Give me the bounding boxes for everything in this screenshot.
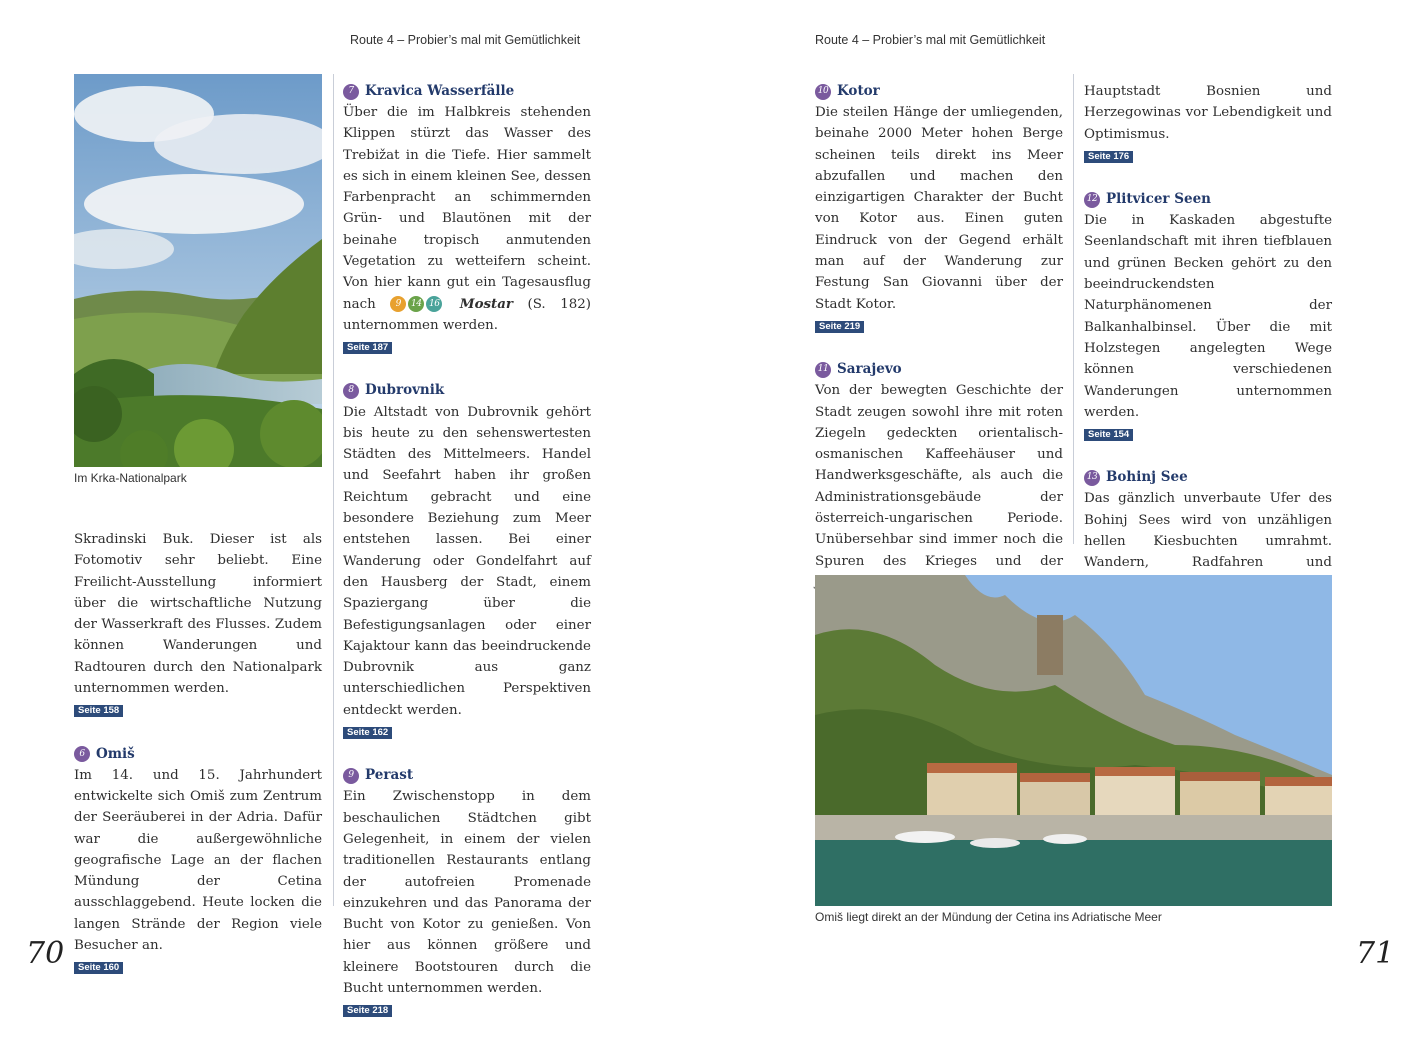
route-number-icon: 16 <box>426 296 442 312</box>
page-reference-badge[interactable]: Seite 218 <box>343 1005 392 1017</box>
route-stop-number-icon: 10 <box>815 84 831 100</box>
entry-text: Die Altstadt von Dubrovnik gehört bis heute zu den sehenswertesten Städten des Mittelmeers. Handel und Seefahrt haben ihr großen Reichtum gebracht und eine besondere Beziehung zum Meer entstehen lassen. Bei einer Wanderung oder Gondelfahrt auf den Hausberg der Stadt, einem Spaziergang über die Befestigungsanlagen oder einer Kajaktour kann das beeindruckende Dubrovnik aus ganz unterschiedlichen Perspektiven entdeckt werden. <box>343 404 591 718</box>
krka-photo <box>74 74 322 467</box>
route-stop-number-icon: 9 <box>343 768 359 784</box>
page-reference-badge[interactable]: Seite 187 <box>343 342 392 354</box>
entry-title: Dubrovnik <box>365 382 445 399</box>
column-2 <box>343 81 591 1044</box>
entry-dubrovnik <box>343 381 591 743</box>
route-stop-number-icon: 13 <box>1084 470 1100 486</box>
page-reference-badge[interactable]: Seite 158 <box>74 705 123 717</box>
entry-text: Ein Zwischenstopp in dem beschaulichen Städtchen gibt Gelegenheit, in einem der vielen traditionellen Restaurants entlang der autofreien Promenade einzukehren und das Panorama der Bucht von Kotor zu genießen. Von hier aus können größere und kleinere Bootstouren durch die Bucht unternommen werden. <box>343 789 591 996</box>
entry-text: Von der bewegten Geschichte der Stadt zeugen sowohl ihre mit roten Ziegeln gedeckten orientalisch-osmanischen Kaffeehäuser und Handwerksgeschäfte, als auch die Administrationsgebäude der österreich-ungarischen Periode. Unübersehbar sind immer noch die Spuren des Krieges und der <box>815 383 1063 569</box>
page-reference-badge[interactable]: Seite 160 <box>74 962 123 974</box>
omis-photo-caption: Omiš liegt direkt an der Mündung der Cetina ins Adriatische Meer <box>815 910 1162 924</box>
entry-kravica <box>343 81 591 358</box>
route-stop-number-icon: 7 <box>343 84 359 100</box>
page-number-right: 71 <box>1356 936 1395 971</box>
route-number-icon: 14 <box>408 296 424 312</box>
route-number-icon: 9 <box>390 296 406 312</box>
entry-text-tail: (S. 182) unternommen werden. <box>343 296 591 333</box>
entry-text: Die in Kaskaden abgestufte Seenlandschaft mit ihren tiefblauen und grünen Becken gehört zu den beeindruckendsten Naturphänomenen der Balkanhalbinsel. Über die mit Holzstegen angelegten Wege können verschiedenen Wanderungen unternommen werden. <box>1084 213 1332 420</box>
column-divider <box>333 74 334 906</box>
entry-perast <box>343 765 591 1020</box>
krka-continued-text: Skradinski Buk. Dieser ist als Fotomotiv sehr beliebt. Eine Freilicht-Ausstellung informiert über die wirtschaftliche Nutzung der Wasserkraft des Flusses. Zudem können Wanderungen und Radtouren durch den Nationalpark unternommen werden. <box>74 532 322 697</box>
entry-plitvice <box>1084 189 1332 444</box>
route-stop-number-icon: 12 <box>1084 192 1100 208</box>
entry-text: Über die im Halbkreis stehenden Klippen stürzt das Wasser des Trebižat in die Tiefe. Hier sammelt es sich in einem kleinen See, dessen Farbenpracht an schimmernden Grün- und Blautönen mit der beinahe tropisch anmutenden Vegetation zu wetteifern scheint. Von hier kann gut ein Tagesausflug nach <box>343 105 591 312</box>
entry-title: Sarajevo <box>837 361 902 378</box>
column-divider <box>1073 74 1074 544</box>
entry-text: Im 14. und 15. Jahrhundert entwickelte sich Omiš zum Zentrum der Seeräuberei in der Adria. Dafür war die außergewöhnliche geografische Lage an der flachen Mündung der Cetina ausschlaggebend. Heute locken die langen Strände der Region viele Besucher an. <box>74 767 322 954</box>
entry-kotor <box>815 81 1063 336</box>
running-header-left: Route 4 – Probier’s mal mit Gemütlichkeit <box>350 33 581 47</box>
destination-mostar: Mostar <box>459 295 513 312</box>
entry-text: Die steilen Hänge der umliegenden, beinahe 2000 Meter hohen Berge scheinen teils direkt ins Meer abzufallen und machen den einzigartigen Charakter der Bucht von Kotor aus. Einen guten Eindruck von der Gegend erhält man auf der Wanderung zur Festung San Giovanni über der Stadt Kotor. <box>815 105 1063 312</box>
page-number-left: 70 <box>26 936 65 971</box>
omis-photo <box>815 575 1332 906</box>
entry-title: Kravica Wasserfälle <box>365 82 515 99</box>
column-1 <box>74 529 322 1001</box>
entry-sarajevo-continued <box>1084 81 1332 166</box>
page-reference-badge[interactable]: Seite 154 <box>1084 429 1133 441</box>
page-reference-badge[interactable]: Seite 176 <box>1084 151 1133 163</box>
route-stop-number-icon: 11 <box>815 362 831 378</box>
page-reference-badge[interactable]: Seite 219 <box>815 321 864 333</box>
entry-title: Plitvicer Seen <box>1106 191 1211 208</box>
entry-title: Bohinj See <box>1106 469 1188 486</box>
route-stop-number-icon: 6 <box>74 746 90 762</box>
krka-photo-caption: Im Krka-Nationalpark <box>74 471 187 485</box>
entry-title: Perast <box>365 767 414 784</box>
omis-harbour-image <box>815 575 1332 906</box>
route-stop-number-icon: 8 <box>343 383 359 399</box>
krka-landscape-image <box>74 74 322 467</box>
entry-title: Omiš <box>96 745 135 762</box>
column-3 <box>815 81 1063 638</box>
entry-text: Das gänzlich unverbaute Ufer des Bohinj Sees wird von unzähligen hellen Kiesbuchten umrahmt. Wandern, Radfahren und <box>1084 491 1332 571</box>
entry-text: Hauptstadt Bosnien und Herzegowinas vor Lebendigkeit und Optimismus. <box>1084 84 1332 142</box>
entry-title: Kotor <box>837 82 880 99</box>
entry-omis <box>74 744 322 978</box>
running-header-right: Route 4 – Probier’s mal mit Gemütlichkeit <box>815 33 1046 47</box>
page-reference-badge[interactable]: Seite 162 <box>343 727 392 739</box>
